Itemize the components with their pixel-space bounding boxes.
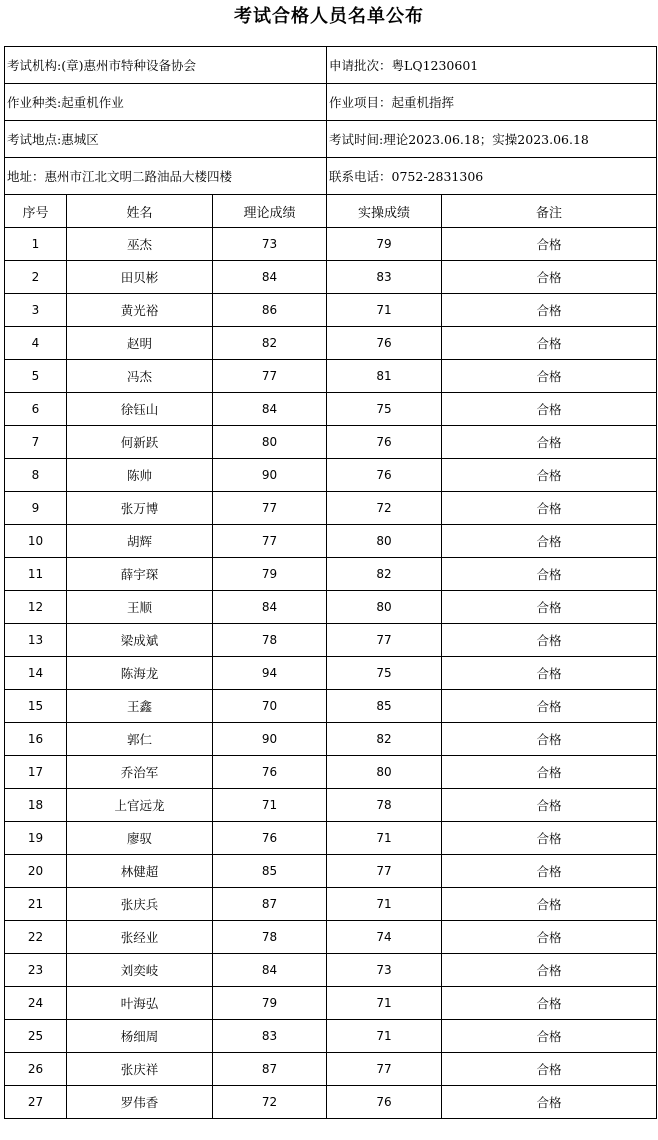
table-row	[5, 558, 657, 591]
cell-note: 合格	[442, 888, 657, 921]
cell-practice-score: 76	[327, 1086, 442, 1119]
cell-note: 合格	[442, 657, 657, 690]
cell-name: 巫杰	[67, 228, 213, 261]
cell-name: 陈帅	[67, 459, 213, 492]
cell-name: 廖驭	[67, 822, 213, 855]
cell-no: 26	[5, 1053, 67, 1086]
cell-theory-score: 76	[213, 756, 327, 789]
table-row	[5, 756, 657, 789]
cell-theory-score: 84	[213, 261, 327, 294]
cell-practice-score: 71	[327, 888, 442, 921]
info-row	[5, 158, 657, 195]
cell-theory-score: 94	[213, 657, 327, 690]
column-header-no: 序号	[5, 195, 67, 228]
cell-no: 10	[5, 525, 67, 558]
table-header-row	[5, 195, 657, 228]
cell-name: 林健超	[67, 855, 213, 888]
cell-theory-score: 87	[213, 888, 327, 921]
cell-note: 合格	[442, 987, 657, 1020]
cell-theory-score: 86	[213, 294, 327, 327]
cell-note: 合格	[442, 756, 657, 789]
cell-name: 郭仁	[67, 723, 213, 756]
info-row	[5, 121, 657, 158]
cell-theory-score: 90	[213, 459, 327, 492]
table-row	[5, 954, 657, 987]
info-row	[5, 84, 657, 121]
table-row	[5, 987, 657, 1020]
cell-no: 6	[5, 393, 67, 426]
cell-practice-score: 76	[327, 327, 442, 360]
cell-name: 黄光裕	[67, 294, 213, 327]
cell-note: 合格	[442, 360, 657, 393]
cell-no: 14	[5, 657, 67, 690]
table-row	[5, 624, 657, 657]
cell-theory-score: 72	[213, 1086, 327, 1119]
cell-no: 12	[5, 591, 67, 624]
cell-practice-score: 83	[327, 261, 442, 294]
cell-note: 合格	[442, 426, 657, 459]
cell-note: 合格	[442, 822, 657, 855]
cell-practice-score: 76	[327, 426, 442, 459]
cell-name: 叶海弘	[67, 987, 213, 1020]
cell-theory-score: 84	[213, 954, 327, 987]
cell-note: 合格	[442, 1053, 657, 1086]
cell-name: 梁成斌	[67, 624, 213, 657]
cell-no: 15	[5, 690, 67, 723]
cell-no: 16	[5, 723, 67, 756]
cell-name: 胡辉	[67, 525, 213, 558]
cell-no: 24	[5, 987, 67, 1020]
work-type: 作业种类:起重机作业	[5, 84, 327, 121]
cell-note: 合格	[442, 855, 657, 888]
cell-no: 8	[5, 459, 67, 492]
cell-theory-score: 85	[213, 855, 327, 888]
cell-practice-score: 76	[327, 459, 442, 492]
cell-no: 19	[5, 822, 67, 855]
cell-practice-score: 77	[327, 1053, 442, 1086]
table-row	[5, 360, 657, 393]
column-header-practice: 实操成绩	[327, 195, 442, 228]
cell-name: 冯杰	[67, 360, 213, 393]
cell-name: 张庆兵	[67, 888, 213, 921]
cell-practice-score: 75	[327, 393, 442, 426]
cell-name: 王鑫	[67, 690, 213, 723]
cell-theory-score: 82	[213, 327, 327, 360]
cell-no: 4	[5, 327, 67, 360]
cell-theory-score: 77	[213, 492, 327, 525]
cell-practice-score: 80	[327, 591, 442, 624]
cell-no: 5	[5, 360, 67, 393]
cell-name: 薛宇琛	[67, 558, 213, 591]
cell-practice-score: 77	[327, 624, 442, 657]
cell-practice-score: 80	[327, 756, 442, 789]
cell-no: 2	[5, 261, 67, 294]
results-table	[4, 46, 657, 1119]
cell-practice-score: 71	[327, 822, 442, 855]
cell-note: 合格	[442, 1086, 657, 1119]
cell-practice-score: 82	[327, 558, 442, 591]
cell-note: 合格	[442, 624, 657, 657]
table-row	[5, 1053, 657, 1086]
cell-no: 1	[5, 228, 67, 261]
cell-no: 21	[5, 888, 67, 921]
table-row	[5, 228, 657, 261]
cell-name: 上官远龙	[67, 789, 213, 822]
exam-location: 考试地点:惠城区	[5, 121, 327, 158]
cell-no: 9	[5, 492, 67, 525]
table-row	[5, 492, 657, 525]
table-row	[5, 822, 657, 855]
cell-no: 17	[5, 756, 67, 789]
cell-practice-score: 82	[327, 723, 442, 756]
cell-name: 乔治军	[67, 756, 213, 789]
cell-theory-score: 76	[213, 822, 327, 855]
cell-no: 25	[5, 1020, 67, 1053]
cell-name: 罗伟香	[67, 1086, 213, 1119]
cell-note: 合格	[442, 327, 657, 360]
cell-no: 20	[5, 855, 67, 888]
cell-note: 合格	[442, 558, 657, 591]
cell-theory-score: 83	[213, 1020, 327, 1053]
column-header-name: 姓名	[67, 195, 213, 228]
cell-theory-score: 78	[213, 624, 327, 657]
table-row	[5, 657, 657, 690]
cell-note: 合格	[442, 459, 657, 492]
cell-name: 张庆祥	[67, 1053, 213, 1086]
table-row	[5, 459, 657, 492]
table-row	[5, 690, 657, 723]
cell-name: 刘奕岐	[67, 954, 213, 987]
cell-practice-score: 85	[327, 690, 442, 723]
application-batch: 申请批次：粤LQ1230601	[327, 47, 657, 84]
cell-theory-score: 71	[213, 789, 327, 822]
cell-name: 王顺	[67, 591, 213, 624]
cell-theory-score: 77	[213, 360, 327, 393]
cell-note: 合格	[442, 690, 657, 723]
cell-practice-score: 74	[327, 921, 442, 954]
work-item: 作业项目：起重机指挥	[327, 84, 657, 121]
table-row	[5, 888, 657, 921]
cell-theory-score: 73	[213, 228, 327, 261]
table-row	[5, 789, 657, 822]
cell-no: 22	[5, 921, 67, 954]
cell-name: 杨细周	[67, 1020, 213, 1053]
table-row	[5, 294, 657, 327]
cell-name: 徐钰山	[67, 393, 213, 426]
cell-note: 合格	[442, 228, 657, 261]
cell-name: 赵明	[67, 327, 213, 360]
cell-theory-score: 79	[213, 987, 327, 1020]
cell-note: 合格	[442, 591, 657, 624]
cell-note: 合格	[442, 492, 657, 525]
exam-time: 考试时间:理论2023.06.18；实操2023.06.18	[327, 121, 657, 158]
cell-theory-score: 78	[213, 921, 327, 954]
table-row	[5, 327, 657, 360]
cell-practice-score: 71	[327, 294, 442, 327]
cell-practice-score: 80	[327, 525, 442, 558]
cell-practice-score: 79	[327, 228, 442, 261]
cell-no: 11	[5, 558, 67, 591]
table-row	[5, 855, 657, 888]
cell-theory-score: 90	[213, 723, 327, 756]
cell-practice-score: 77	[327, 855, 442, 888]
cell-note: 合格	[442, 261, 657, 294]
cell-theory-score: 87	[213, 1053, 327, 1086]
cell-name: 张万博	[67, 492, 213, 525]
cell-note: 合格	[442, 294, 657, 327]
cell-no: 18	[5, 789, 67, 822]
document-title: 考试合格人员名单公布	[234, 6, 424, 27]
cell-practice-score: 81	[327, 360, 442, 393]
cell-name: 陈海龙	[67, 657, 213, 690]
table-row	[5, 393, 657, 426]
cell-theory-score: 77	[213, 525, 327, 558]
cell-practice-score: 71	[327, 1020, 442, 1053]
cell-note: 合格	[442, 921, 657, 954]
cell-practice-score: 71	[327, 987, 442, 1020]
cell-name: 何新跃	[67, 426, 213, 459]
cell-theory-score: 80	[213, 426, 327, 459]
cell-no: 23	[5, 954, 67, 987]
table-row	[5, 261, 657, 294]
cell-theory-score: 84	[213, 393, 327, 426]
table-row	[5, 1086, 657, 1119]
cell-no: 27	[5, 1086, 67, 1119]
table-row	[5, 591, 657, 624]
cell-note: 合格	[442, 723, 657, 756]
cell-note: 合格	[442, 393, 657, 426]
table-row	[5, 525, 657, 558]
exam-org: 考试机构:(章)惠州市特种设备协会	[5, 47, 327, 84]
cell-no: 7	[5, 426, 67, 459]
table-row	[5, 1020, 657, 1053]
cell-note: 合格	[442, 1020, 657, 1053]
column-header-note: 备注	[442, 195, 657, 228]
cell-note: 合格	[442, 525, 657, 558]
cell-note: 合格	[442, 954, 657, 987]
cell-name: 田贝彬	[67, 261, 213, 294]
contact-phone: 联系电话：0752-2831306	[327, 158, 657, 195]
table-row	[5, 921, 657, 954]
table-row	[5, 426, 657, 459]
cell-no: 3	[5, 294, 67, 327]
cell-theory-score: 84	[213, 591, 327, 624]
cell-practice-score: 75	[327, 657, 442, 690]
address: 地址：惠州市江北文明二路油品大楼四楼	[5, 158, 327, 195]
cell-name: 张经业	[67, 921, 213, 954]
table-row	[5, 723, 657, 756]
cell-practice-score: 72	[327, 492, 442, 525]
cell-no: 13	[5, 624, 67, 657]
cell-practice-score: 73	[327, 954, 442, 987]
cell-practice-score: 78	[327, 789, 442, 822]
cell-theory-score: 70	[213, 690, 327, 723]
column-header-theory: 理论成绩	[213, 195, 327, 228]
info-row	[5, 47, 657, 84]
cell-note: 合格	[442, 789, 657, 822]
cell-theory-score: 79	[213, 558, 327, 591]
